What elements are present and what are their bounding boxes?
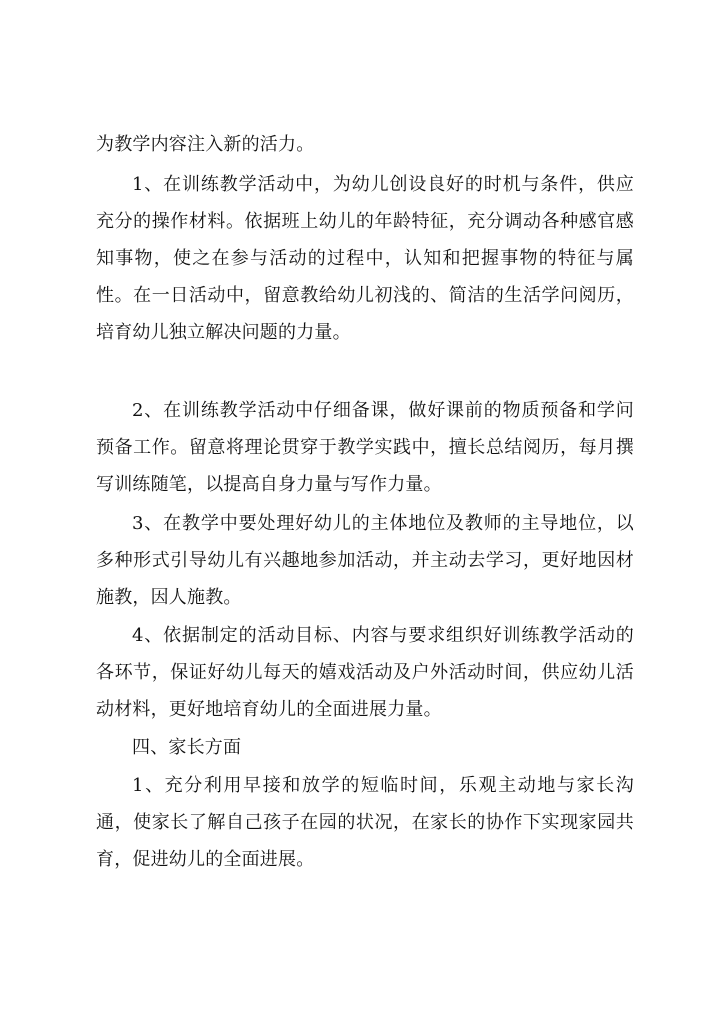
section-heading-parents: 四、家长方面 [132,737,242,758]
paragraph-item-2-preparation: 2、在训练教学活动中仔细备课，做好课前的物质预备和学问预备工作。留意将理论贯穿于教学实践中，擅长总结阅历，每月撰写训练随笔，以提高自身力量与写作力量。 [96,400,634,495]
paragraph-item-4-organization: 4、依据制定的活动目标、内容与要求组织好训练教学活动的各环节，保证好幼儿每天的嬉戏活动及户外活动时间，供应幼儿活动材料，更好地培育幼儿的全面进展力量。 [96,625,634,720]
paragraph-continuation: 为教学内容注入新的活力。 [96,134,315,155]
paragraph-item-3-teaching: 3、在教学中要处理好幼儿的主体地位及教师的主导地位，以多种形式引导幼儿有兴趣地参加活动，并主动去学习，更好地因材施教，因人施教。 [96,513,634,608]
document-page [96,0,634,1018]
paragraph-item-1-materials: 1、在训练教学活动中，为幼儿创设良好的时机与条件，供应充分的操作材料。依据班上幼儿的年龄特征，充分调动各种感官感知事物，使之在参与活动的过程中，认知和把握事物的特征与属性。在一日活动中，留意教给幼儿初浅的、简洁的生活学问阅历，培育幼儿独立解决问题的力量。 [96,174,634,343]
paragraph-parents-item-1: 1、充分利用早接和放学的短临时间，乐观主动地与家长沟通，使家长了解自己孩子在园的状况，在家长的协作下实现家园共育，促进幼儿的全面进展。 [96,775,634,870]
